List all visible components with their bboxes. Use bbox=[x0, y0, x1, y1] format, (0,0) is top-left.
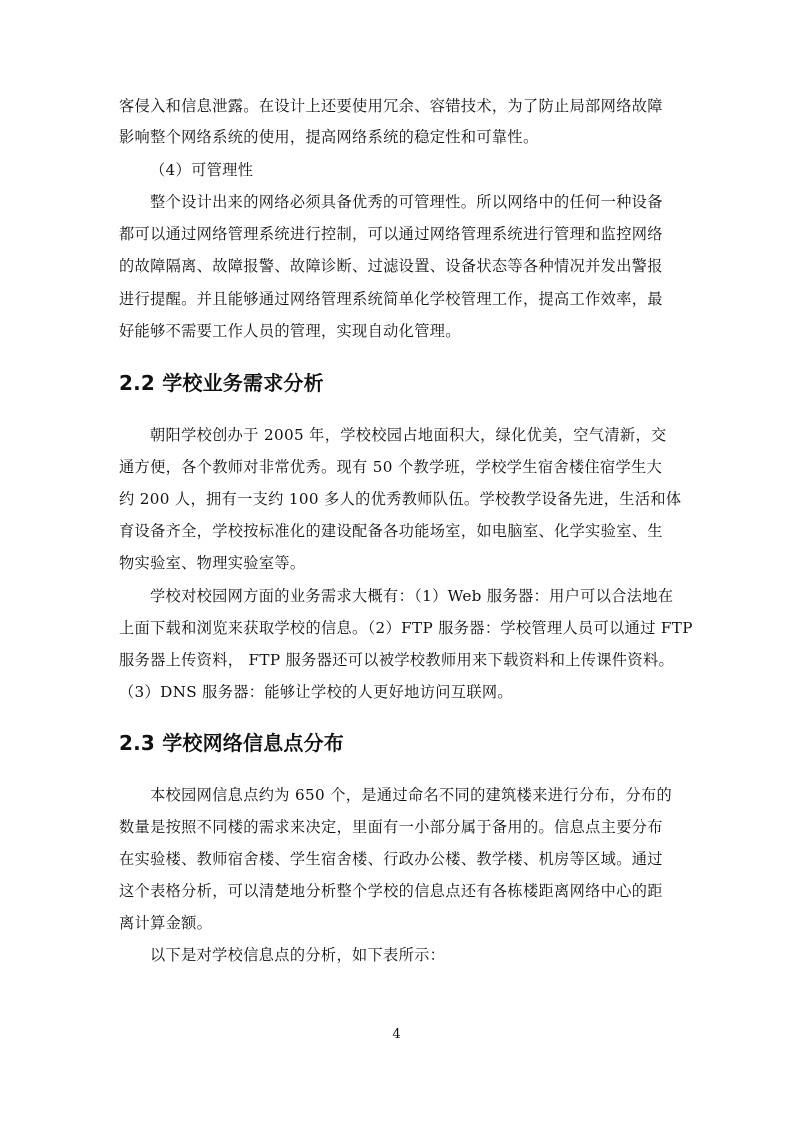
text-line: 影响整个网络系统的使用，提高网络系统的稳定性和可靠性。 bbox=[119, 128, 539, 146]
section-heading: 2.2 学校业务需求分析 bbox=[119, 371, 324, 395]
text-line: 服务器上传资料， FTP 服务器还可以被学校教师用来下载资料和上传课件资料。 bbox=[119, 651, 675, 669]
text-line: 学校对校园网方面的业务需求大概有：（1）Web 服务器：用户可以合法地在 bbox=[150, 587, 674, 605]
text-line: 通方便，各个教师对非常优秀。现有 50 个教学班，学校学生宿舍楼住宿学生大 bbox=[119, 458, 663, 476]
text-line: 好能够不需要工作人员的管理，实现自动化管理。 bbox=[119, 322, 461, 340]
text-line: 朝阳学校创办于 2005 年，学校校园占地面积大，绿化优美，空气清新，交 bbox=[150, 426, 667, 444]
text-line: 都可以通过网络管理系统进行控制，可以通过网络管理系统进行管理和监控网络 bbox=[119, 225, 663, 243]
subsection-title: （4）可管理性 bbox=[150, 161, 254, 179]
text-line: 的故障隔离、故障报警、故障诊断、过滤设置、设备状态等各种情况并发出警报 bbox=[119, 257, 663, 275]
text-line: 以下是对学校信息点的分析，如下表所示： bbox=[150, 946, 446, 964]
text-line: 本校园网信息点约为 650 个，是通过命名不同的建筑楼来进行分布，分布的 bbox=[150, 786, 673, 804]
text-line: 客侵入和信息泄露。在设计上还要使用冗余、容错技术，为了防止局部网络故障 bbox=[119, 97, 663, 115]
text-line: 这个表格分析，可以清楚地分析整个学校的信息点还有各栋楼距离网络中心的距 bbox=[119, 882, 663, 900]
text-line: 约 200 人，拥有一支约 100 多人的优秀教师队伍。学校教学设备先进，生活和体 bbox=[119, 490, 682, 508]
text-line: 在实验楼、教师宿舍楼、学生宿舍楼、行政办公楼、教学楼、机房等区域。通过 bbox=[119, 850, 663, 868]
section-heading: 2.3 学校网络信息点分布 bbox=[119, 731, 344, 755]
text-line: 上面下载和浏览来获取学校的信息。（2）FTP 服务器：学校管理人员可以通过 FTP bbox=[119, 619, 693, 637]
text-line: 育设备齐全，学校按标准化的建设配备各功能场室，如电脑室、化学实验室、生 bbox=[119, 522, 663, 540]
text-line: 物实验室、物理实验室等。 bbox=[119, 554, 306, 572]
text-line: 数量是按照不同楼的需求来决定，里面有一小部分属于备用的。信息点主要分布 bbox=[119, 818, 663, 836]
text-line: （3）DNS 服务器：能够让学校的人更好地访问互联网。 bbox=[119, 683, 513, 701]
text-line: 进行提醒。并且能够通过网络管理系统简单化学校管理工作，提高工作效率，最 bbox=[119, 290, 663, 308]
text-line: 整个设计出来的网络必须具备优秀的可管理性。所以网络中的任何一种设备 bbox=[150, 193, 663, 211]
text-line: 离计算金额。 bbox=[119, 914, 213, 932]
page-number: 4 bbox=[392, 1027, 401, 1042]
